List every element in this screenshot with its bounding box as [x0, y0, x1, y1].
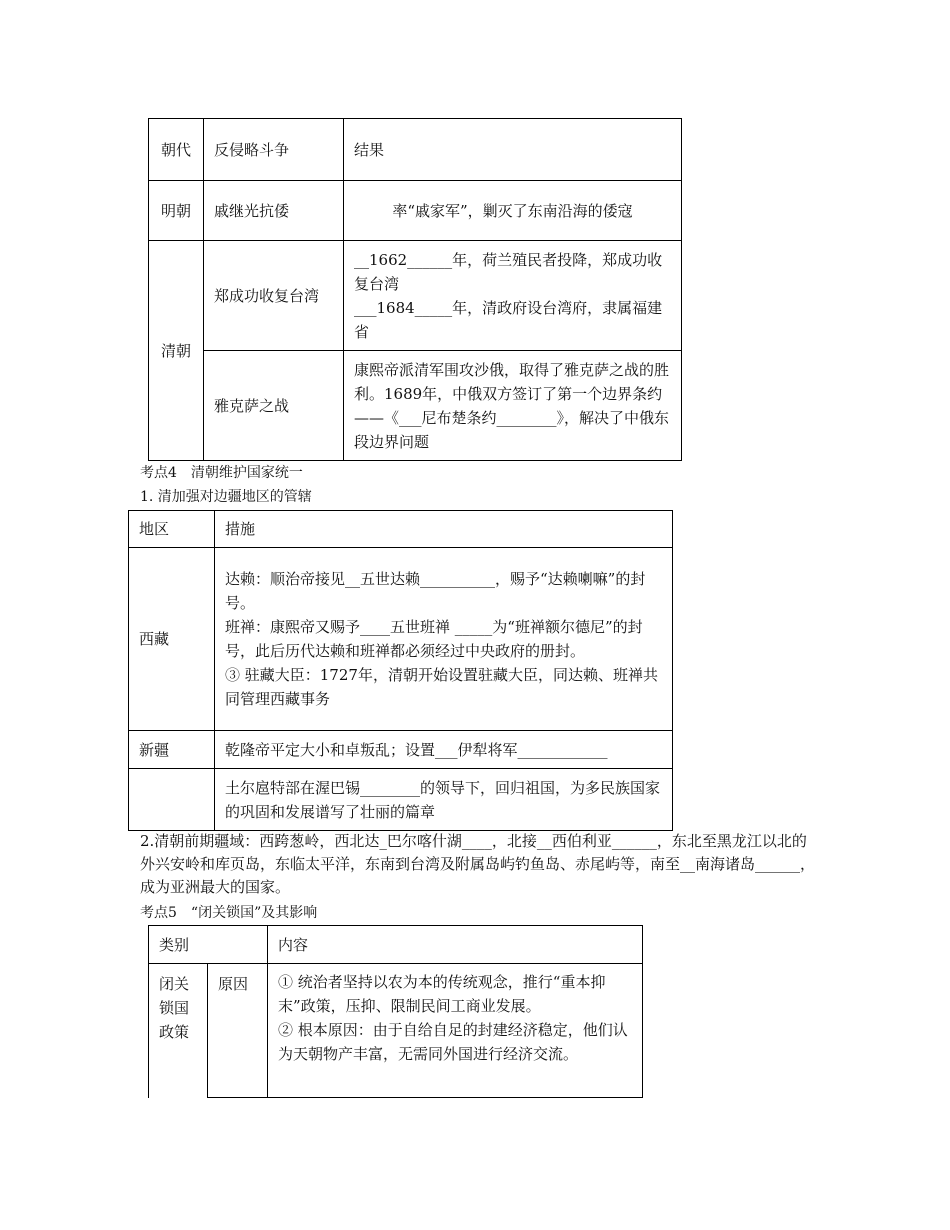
header-dynasty: 朝代: [149, 119, 204, 181]
header-result: 结果: [344, 119, 682, 181]
header-struggle: 反侵略斗争: [204, 119, 344, 181]
region-tibet: 西藏: [129, 548, 215, 731]
tibet-panchen-line: 班禅：康熙帝又赐予____五世班禅 _____为“班禅额尔德尼”的封号，此后历代达赖和班禅都必须经过中央政府的册封。: [225, 618, 643, 660]
header-region: 地区: [129, 511, 215, 548]
policy-name: 闭关锁国政策: [149, 964, 208, 1098]
table-row: [149, 241, 682, 351]
result-line-1662: __1662______年，荷兰殖民者投降，郑成功收复台湾: [354, 250, 663, 293]
struggle-albazin: 雅克萨之战: [204, 351, 344, 461]
policy-aspect-reason: 原因: [208, 964, 268, 1098]
dynasty-qing: 清朝: [149, 241, 204, 461]
territory-paragraph: 2.清朝前期疆域：西跨葱岭，西北达_巴尔喀什湖____，北接__西伯利亚______，东北至黑龙江以北的外兴安岭和库页岛，东临太平洋，东南到台湾及附属岛屿钓鱼岛、赤尾屿等，南至__南海诸岛______，成为亚洲最大的国家。: [140, 832, 816, 896]
header-content: 内容: [268, 926, 643, 964]
section4-sub1: 1. 清加强对边疆地区的管辖: [140, 489, 312, 505]
struggle-qi-jiguang: 戚继光抗倭: [204, 181, 344, 241]
reason-1: ① 统治者坚持以农为本的传统观念，推行“重本抑末”政策，压抑、限制民间工商业发展。: [278, 973, 606, 1015]
result-line-1684: ___1684_____年，清政府设台湾府，隶属福建省: [354, 298, 663, 341]
reason-2: ② 根本原因：由于自给自足的封建经济稳定，他们认为天朝物产丰富，无需同外国进行经济交流。: [278, 1021, 628, 1063]
result-zheng-chenggong: [344, 241, 682, 351]
table-row: [129, 511, 673, 548]
section4-title: 考点4 清朝维护国家统一: [140, 465, 303, 481]
region-xinjiang: 新疆: [129, 731, 215, 769]
table-row: [149, 119, 682, 181]
table-row: [129, 731, 673, 769]
measure-torghut: 土尔扈特部在渥巴锡________的领导下，回归祖国，为多民族国家的巩固和发展谱写了壮丽的篇章: [215, 769, 673, 831]
table-row: [129, 769, 673, 831]
table-row: [149, 926, 643, 964]
struggle-zheng-chenggong: 郑成功收复台湾: [204, 241, 344, 351]
policy-reasons: [268, 964, 643, 1098]
closed-door-policy-table: [148, 925, 643, 1098]
measure-xinjiang: 乾隆帝平定大小和卓叛乱；设置___伊犁将军____________: [215, 731, 673, 769]
tibet-dalai-line: 达赖：顺治帝接见__五世达赖__________，赐予“达赖喇嘛”的封号。: [225, 570, 646, 612]
table-row: [149, 181, 682, 241]
header-measure: 措施: [215, 511, 673, 548]
tibet-amban-line: ③ 驻藏大臣：1727年，清朝开始设置驻藏大臣，同达赖、班禅共同管理西藏事务: [225, 666, 658, 708]
anti-invasion-table: [148, 118, 682, 461]
dynasty-ming: 明朝: [149, 181, 204, 241]
result-albazin: 康熙帝派清军围攻沙俄，取得了雅克萨之战的胜利。1689年，中俄双方签订了第一个边界条约——《___尼布楚条约________》，解决了中俄东段边界问题: [344, 351, 682, 461]
frontier-governance-table: [128, 510, 673, 831]
result-qi-jiguang: 率“戚家军”，剿灭了东南沿海的倭寇: [344, 181, 682, 241]
section5-title: 考点5 “闭关锁国”及其影响: [140, 905, 318, 921]
region-torghut: [129, 769, 215, 831]
table-row: [149, 351, 682, 461]
table-row: [149, 964, 643, 1098]
measure-tibet: [215, 548, 673, 731]
table-row: [129, 548, 673, 731]
header-category: 类别: [149, 926, 268, 964]
